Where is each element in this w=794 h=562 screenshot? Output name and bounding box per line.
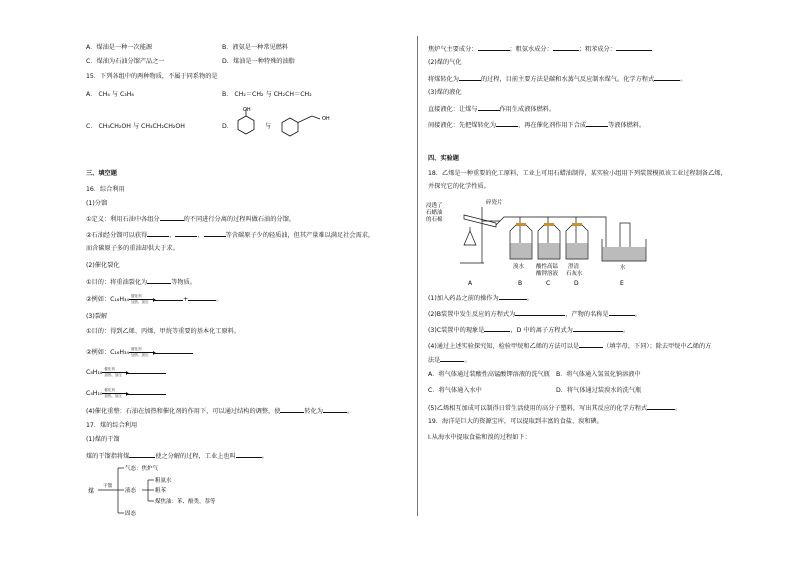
section-3-heading: 三、填空题	[86, 170, 117, 177]
q18-part1	[428, 293, 533, 303]
answer-blank[interactable]	[280, 406, 304, 413]
q16-part3: (3)裂解	[86, 313, 108, 320]
separator: 、	[197, 232, 204, 239]
plus-sign: +	[183, 296, 189, 303]
benzyl-alcohol-structure	[282, 116, 320, 136]
q16-definition	[86, 214, 295, 224]
ethylene-apparatus-diagram	[424, 193, 654, 289]
answer-blank[interactable]	[128, 367, 166, 374]
period: 。	[622, 327, 630, 334]
cracking-purpose-tail: 等物质。	[171, 279, 196, 286]
answer-blank[interactable]	[586, 120, 608, 127]
crude-benzene: 粗苯	[155, 488, 167, 494]
q16-pyrolysis-example-2	[86, 367, 166, 377]
q16-cracking-example	[86, 294, 222, 304]
q15-option-b: B． CH₂＝CH₂ 与 CH₂CH＝CH₂	[222, 91, 312, 98]
answer-blank[interactable]	[440, 355, 464, 362]
gasification-tail: 的过程，目前主要方法是碳和水蒸气反应制水煤气。化学方程式	[480, 76, 655, 83]
label-d: D	[574, 280, 579, 287]
label-c: C	[546, 280, 551, 287]
column-divider	[417, 36, 418, 516]
answer-blank[interactable]	[236, 451, 262, 458]
q18-part4-cont-text: 法是	[428, 357, 441, 364]
q18-part2-text: (2)B装置中发生反应的方程式为	[428, 311, 516, 318]
direct-liquefaction	[428, 104, 555, 114]
q18-part3-mid: ，D 中的离子方程式为	[510, 327, 573, 334]
reforming-mid: 转化为	[304, 408, 323, 415]
reaction-arrow	[129, 348, 155, 356]
q18-part2	[428, 309, 641, 319]
answer-blank[interactable]	[323, 406, 347, 413]
limewater-label-2: 石灰水	[566, 271, 583, 277]
q19-part1: I.从海水中提取食盐和溴的过程如下：	[428, 434, 531, 441]
period: 。	[464, 357, 471, 364]
q15-option-a: A． CH₄ 与 C₃H₈	[86, 91, 134, 98]
condition-label: 加热、加压	[104, 373, 122, 377]
q18-part3-text: (3)C装置中的现象是	[428, 327, 485, 334]
q16-pyrolysis-example-3	[86, 388, 166, 398]
wax-label-3: 的石棉	[426, 217, 443, 223]
answer-blank[interactable]	[459, 74, 481, 81]
gasification-text: 将煤转化为	[428, 76, 459, 83]
coal-gasification-text	[428, 74, 686, 84]
answer-blank[interactable]	[515, 309, 565, 316]
q16-part2: (2)催化裂化	[86, 262, 120, 269]
q16-fractions	[86, 230, 374, 240]
q16-fractions-text: ②石油经分馏可以获得	[86, 232, 148, 239]
answer-blank[interactable]	[496, 120, 518, 127]
label-a: A	[468, 280, 473, 287]
q16-pyrolysis-purpose: ①目的：得到乙烯、丙烯、甲烷等重要的基本化工原料。	[86, 328, 241, 335]
catalyst-label: 催化剂	[104, 388, 115, 392]
period: 。	[216, 296, 223, 303]
period: 。	[346, 408, 354, 415]
q15-option-d-label: D．	[222, 123, 233, 130]
q18-part4	[428, 341, 711, 351]
answer-blank[interactable]	[155, 347, 193, 354]
answer-blank[interactable]	[647, 403, 675, 410]
reaction-arrow	[102, 389, 128, 397]
q15-d-and: 与	[265, 123, 272, 130]
coal-gasification-heading: (2)煤的气化	[428, 59, 462, 66]
answer-blank[interactable]	[616, 44, 652, 51]
wax-label-1: 浸透了	[426, 203, 443, 209]
q15-stem: 15．下列各组中的两种物质，不属于同系物的是	[86, 73, 218, 80]
answer-blank[interactable]	[654, 74, 680, 81]
coal-distillation-diagram	[84, 460, 284, 520]
direct-text: 直接液化：让煤与	[428, 106, 478, 113]
q17-title: 17．煤的综合利用	[86, 422, 138, 429]
q16-title: 16．综合利用	[86, 186, 125, 193]
phenol-oh-label: OH	[243, 107, 251, 113]
q18-stem-2: 并探究它的化学性质。	[428, 183, 490, 190]
answer-blank[interactable]	[553, 44, 579, 51]
q18-part4-text: (4)通过上述实验探究知，检验甲烷和乙烯的方法可以是	[428, 343, 580, 350]
q18-option-b: B．将气体通入氢氧化钠溶液中	[556, 371, 641, 378]
reforming-text: (4)催化重整：石油在加热和催化剂的作用下，可以通过结构的调整，使	[86, 408, 281, 415]
condition-label: 加热、加压	[131, 300, 149, 304]
reactant: ②例如：C₁₆H₃₄	[86, 296, 130, 303]
answer-blank[interactable]	[579, 341, 603, 348]
answer-blank[interactable]	[128, 388, 166, 395]
answer-blank[interactable]	[478, 104, 500, 111]
wax-label-2: 石蜡油	[426, 210, 443, 216]
q14-option-d: D．煤油是一种特殊的油脂	[222, 58, 295, 65]
q16-heavy-oil: 而含碳原子多的重油却供大于求。	[86, 245, 179, 252]
q14-option-a: A．煤油是一种一次能源	[86, 44, 153, 51]
separator: 、	[169, 232, 176, 239]
answer-blank[interactable]	[573, 325, 623, 332]
dry-distillation-text: 煤的干馏指将煤	[86, 453, 130, 460]
answer-blank[interactable]	[204, 230, 226, 237]
indirect-mid: ，再在催化剂作用下合成	[518, 122, 587, 129]
q18-option-c: C．将气体通入水中	[428, 387, 482, 394]
answer-blank[interactable]	[155, 294, 183, 301]
reactant: ②例如：C₁₆H₃₄	[86, 349, 130, 356]
q16-cracking-purpose	[86, 277, 196, 287]
bromine-water-label: 溴水	[513, 264, 525, 270]
q18-option-d: D．将气体通过装溴水的洗气瓶	[556, 387, 642, 394]
q18-part5	[428, 403, 681, 413]
coke-gas-text: 焦炉气主要成分：	[428, 46, 478, 53]
dry-distillation-tail: 使之分解的过程，工业上也叫	[155, 453, 236, 460]
answer-blank[interactable]	[129, 451, 155, 458]
label-e: E	[620, 280, 624, 287]
q15-option-c: C． CH₃CH₂OH 与 CH₃CH₂CH₂OH	[86, 123, 185, 130]
reactant: C₄H₁₀	[86, 390, 103, 397]
ammonia-text: ；粗氨水成分：	[509, 46, 553, 53]
solid-product: 固态	[125, 511, 137, 517]
q17-part1: (1)煤的干馏	[86, 436, 120, 443]
q18-part4-mid: （填字母，下同）；除去甲烷中乙烯的方	[603, 343, 712, 350]
cracking-purpose-text: ①目的：将重油裂化为	[86, 279, 148, 286]
answer-blank[interactable]	[175, 230, 197, 237]
kmno4-label-1: 酸性高锰	[536, 264, 559, 270]
benzyl-oh-label: OH	[322, 116, 330, 122]
liquid-product: 液态	[125, 488, 137, 494]
q18-part4-cont	[428, 355, 471, 365]
q16-fractions-tail: 等含碳原子少的轻质油，但其产量难以满足社会需求，	[225, 232, 375, 239]
q16-pyrolysis-example-1	[86, 347, 193, 357]
answer-blank[interactable]	[484, 325, 510, 332]
answer-blank[interactable]	[160, 214, 184, 221]
q16-reforming	[86, 406, 353, 416]
catalyst-label: 催化剂	[131, 294, 142, 298]
q18-part1-text: (1)加入药品之前的操作为	[428, 295, 499, 302]
coal-label: 煤	[88, 488, 95, 495]
period: 。	[526, 295, 533, 302]
q16-part1: (1)分馏	[86, 200, 108, 207]
catalyst-label: 催化剂	[131, 347, 142, 351]
period: 。	[634, 311, 641, 318]
catalyst-label: 催化剂	[104, 367, 115, 371]
reactant: C₈H₁₈	[86, 369, 103, 376]
reaction-arrow	[129, 295, 155, 303]
gas-product: 气态：焦炉气	[125, 466, 159, 472]
direct-tail: 作用生成液体燃料。	[499, 106, 556, 113]
answer-blank[interactable]	[609, 309, 635, 316]
indirect-liquefaction	[428, 120, 645, 130]
q18-part2-mid: ，产物的名称是	[565, 311, 609, 318]
condition-label: 加热、加压	[104, 394, 122, 398]
q18-part3	[428, 325, 629, 335]
indirect-text: 间接液化：先把煤转化为	[428, 122, 497, 129]
section-4-heading: 四、实验题	[428, 155, 459, 162]
answer-blank[interactable]	[188, 294, 216, 301]
coal-tar: 煤焦油：苯、酚类、萘等	[155, 499, 216, 505]
coal-products-line	[428, 44, 652, 54]
label-b: B	[518, 280, 523, 287]
q18-part5-text: (5)乙烯相互加成可以制得日常生活使用的高分子塑料，写出其反应的化学方程式	[428, 405, 648, 412]
dry-distillation-label: 干馏	[103, 484, 112, 489]
q19-stem: 19．海洋是巨大的资源宝库，可以提取到丰富的食盐、溴和碘。	[428, 418, 603, 425]
crude-ammonia: 粗氨水	[155, 478, 172, 484]
coal-liquefaction-heading: (3)煤的液化	[428, 89, 462, 96]
period: 。	[680, 76, 687, 83]
limewater-label-1: 澄清	[568, 264, 580, 270]
q18-stem: 18．乙烯是一种重要的化工原料，工业上可用石蜡油制得，某实验小组用下列装置模拟该工业过程制备乙烯，	[428, 170, 727, 177]
period: 。	[675, 405, 682, 412]
q16-definition-tail: 的不同进行分离的过程叫做石油的分馏。	[183, 216, 295, 223]
answer-blank[interactable]	[478, 44, 510, 51]
reaction-arrow	[102, 368, 128, 376]
q18-option-a: A．将气体通过装酸性高锰酸钾溶液的洗气瓶	[428, 371, 550, 378]
period: 。	[261, 453, 268, 460]
answer-blank[interactable]	[499, 293, 527, 300]
porcelain-chips-label: 碎瓷片	[486, 200, 503, 206]
indirect-tail: 等液体燃料。	[608, 122, 646, 129]
condition-label: 加热、加压	[131, 353, 149, 357]
q16-definition-text: ①定义：利用石油中各组分	[86, 216, 160, 223]
benzene-text: ；粗苯成分：	[578, 46, 616, 53]
q14-option-c: C．煤油为石油分馏产品之一	[86, 58, 165, 65]
answer-blank[interactable]	[147, 277, 171, 284]
water-label: 水	[620, 265, 626, 271]
tube-stoppers	[516, 223, 582, 226]
q15-d-structures	[232, 106, 362, 146]
q14-option-b: B．液氨是一种常见燃料	[222, 44, 289, 51]
kmno4-label-2: 酸钾溶液	[536, 271, 559, 277]
answer-blank[interactable]	[147, 230, 169, 237]
